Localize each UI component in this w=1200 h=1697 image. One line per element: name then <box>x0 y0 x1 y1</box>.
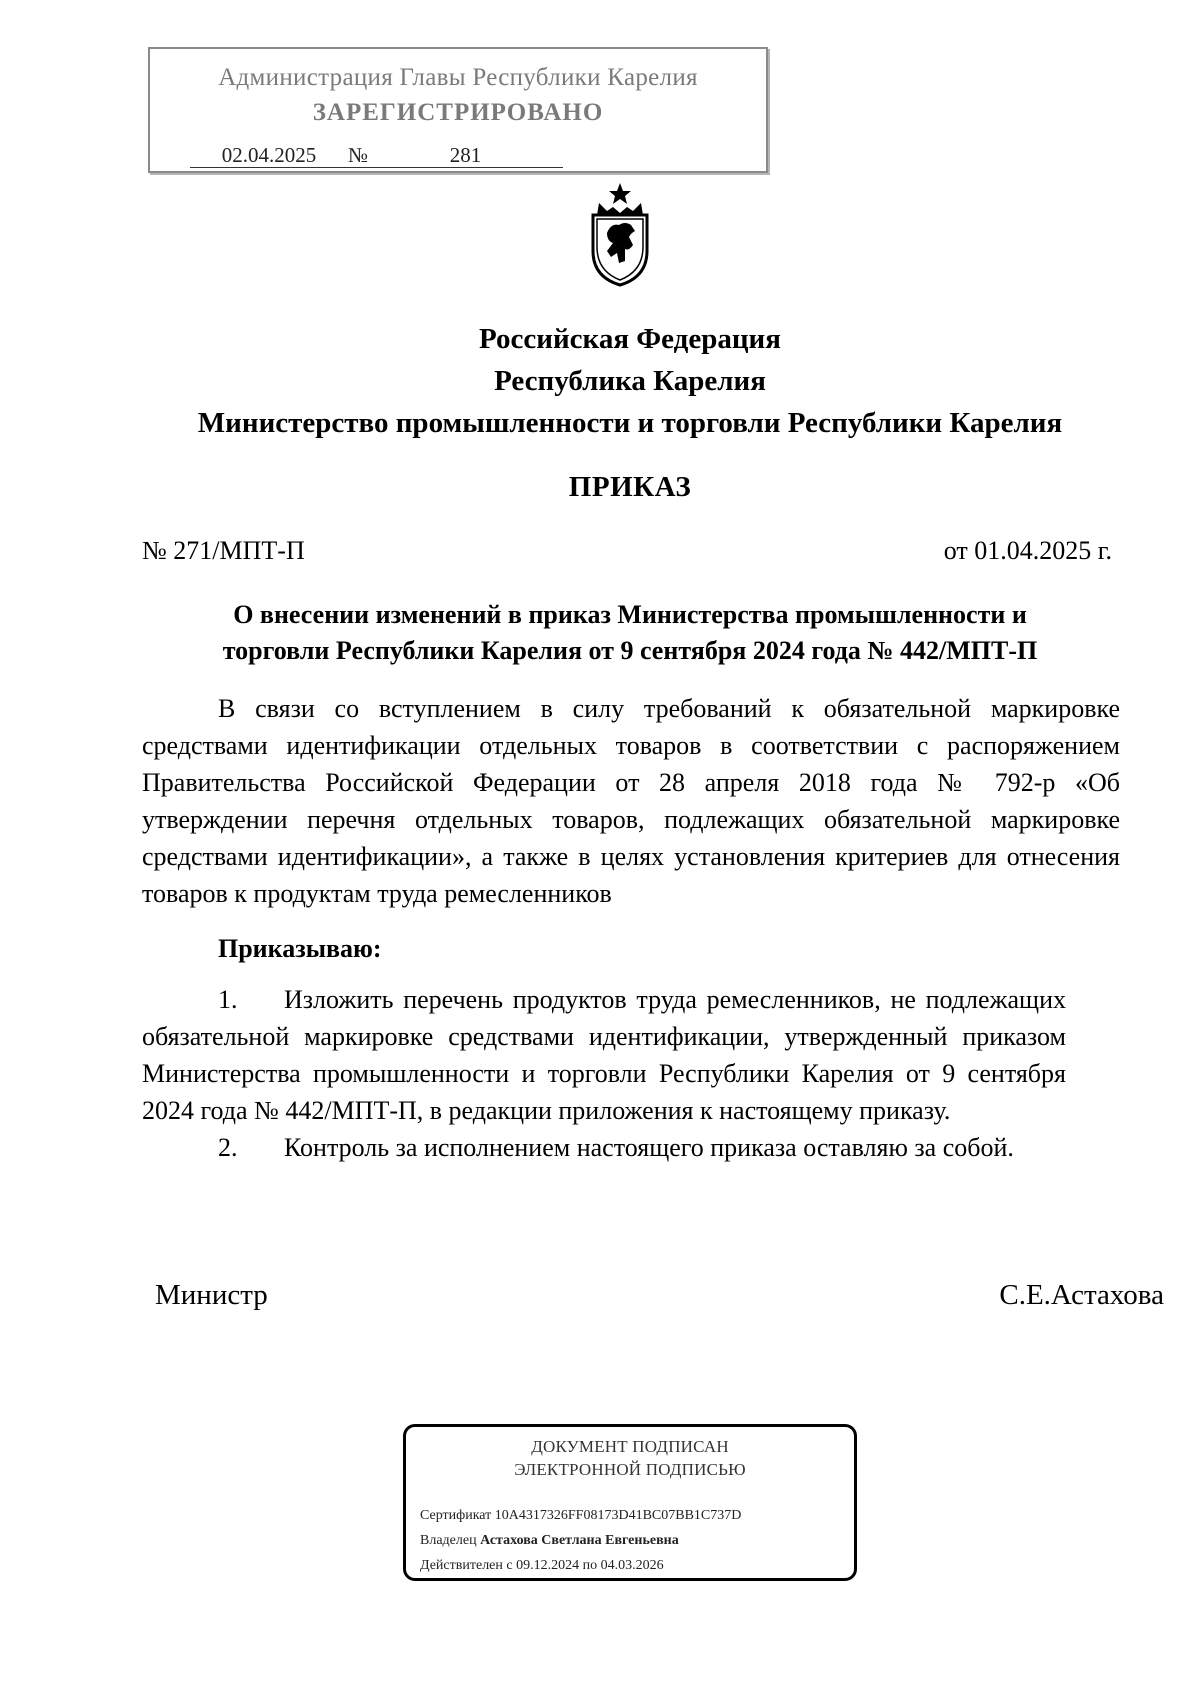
esign-certificate-value: 10A4317326FF08173D41BC07BB1C737D <box>494 1508 742 1523</box>
stamp-number-sign: № <box>348 143 369 167</box>
electronic-signature-stamp <box>403 1424 857 1581</box>
esign-title-line-2: ЭЛЕКТРОННОЙ ПОДПИСЬЮ <box>514 1460 746 1479</box>
esign-valid-from-label: Действителен с <box>420 1558 513 1573</box>
stamp-registration-line <box>190 143 563 168</box>
order-item-text: Контроль за исполнением настоящего приказа оставляю за собой. <box>284 1133 1014 1162</box>
order-word: Приказываю: <box>218 934 382 963</box>
esign-owner-label: Владелец <box>420 1533 477 1548</box>
esign-certificate-label: Сертификат <box>420 1508 492 1523</box>
preamble <box>142 690 1120 912</box>
order-items <box>142 981 1066 1166</box>
order-item-text: Изложить перечень продуктов труда ремесленников, не подлежащих обязательной маркировке средствами идентификации, утвержденный приказом Министерства промышленности и торговли Республики Карелия от 9 сентября 2024 года № 442/МПТ-П, в редакции приложения к настоящему приказу. <box>142 985 1066 1125</box>
order-number: № 271/МПТ-П <box>142 536 305 565</box>
order-item-number: 1. <box>218 985 238 1014</box>
subject-line-2: торговли Республики Карелия от 9 сентября 2024 года № 442/МПТ-П <box>222 636 1038 665</box>
esign-valid-to: 04.03.2026 <box>600 1558 664 1573</box>
esign-owner-value: Астахова Светлана Евгеньевна <box>480 1533 679 1548</box>
stamp-date: 02.04.2025 <box>190 143 348 168</box>
order-item-number: 2. <box>218 1133 238 1162</box>
esign-valid-from: 09.12.2024 <box>516 1558 580 1573</box>
registration-stamp <box>148 47 768 173</box>
subject-line-1: О внесении изменений в приказ Министерства промышленности и <box>233 600 1027 629</box>
esign-validity <box>420 1558 664 1574</box>
order-item <box>142 981 1066 1129</box>
header-ministry: Министерство промышленности и торговли Республики Карелия <box>197 407 1063 439</box>
coat-of-arms-emblem <box>585 181 655 287</box>
header-country: Российская Федерация <box>479 323 781 355</box>
preamble-text: В связи со вступлением в силу требований к обязательной маркировке средствами идентификации отдельных товаров в соответствии с распоряжением Правительства Российской Федерации от 28 апреля 2018 года № 792-р «Об утверждении перечня отдельных товаров, подлежащих обязательной маркировке средствами идентификации», а также в целях установления критериев для отнесения товаров к продуктам труда ремесленников <box>142 694 1120 908</box>
esign-owner <box>420 1533 679 1549</box>
stamp-authority: Администрация Главы Республики Карелия <box>218 64 698 91</box>
signatory-name: С.Е.Астахова <box>999 1279 1164 1311</box>
header-region: Республика Карелия <box>494 365 766 397</box>
document-type: ПРИКАЗ <box>568 471 692 503</box>
stamp-number: 281 <box>368 143 563 168</box>
order-subject <box>140 597 1120 669</box>
esign-valid-to-label: по <box>582 1558 598 1573</box>
esign-title-line-1: ДОКУМЕНТ ПОДПИСАН <box>531 1437 729 1456</box>
esign-certificate <box>420 1508 741 1524</box>
order-date: от 01.04.2025 г. <box>943 536 1112 565</box>
signatory-role: Министр <box>155 1279 268 1311</box>
stamp-status: ЗАРЕГИСТРИРОВАНО <box>312 99 604 126</box>
order-item <box>142 1129 1066 1166</box>
